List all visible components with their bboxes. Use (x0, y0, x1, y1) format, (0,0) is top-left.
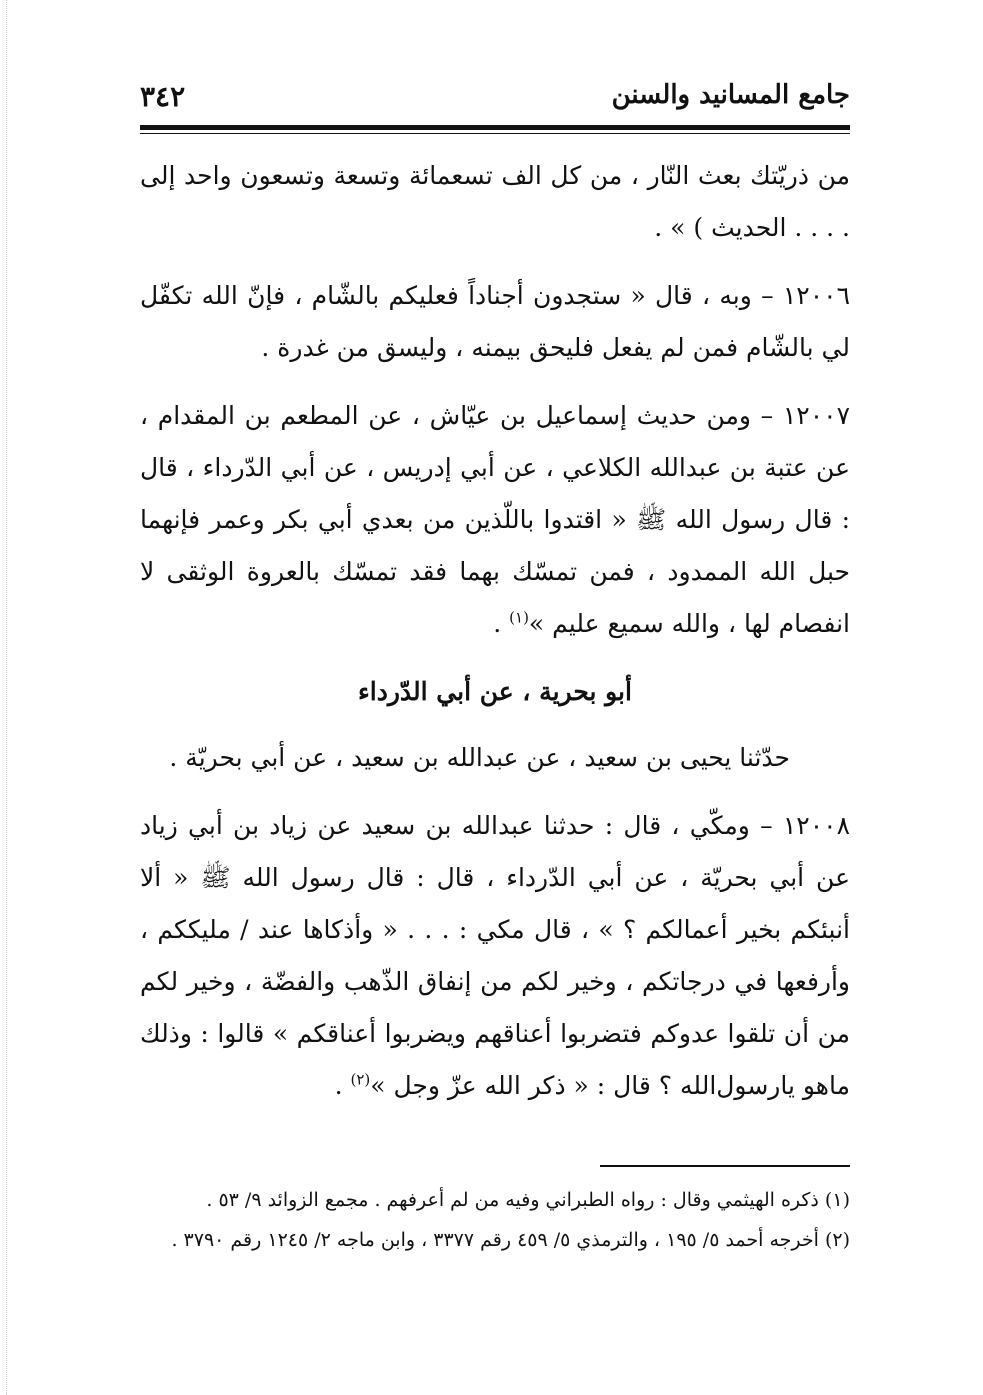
footnotes (140, 1180, 850, 1260)
hadith-12007 (140, 390, 850, 650)
hadith-12006 (140, 270, 850, 374)
header-rule-thin (140, 133, 850, 134)
footnote-ref-1[interactable]: (١) (509, 608, 529, 627)
paragraph-text: ١٢٠٠٦ – وبه ، قال « ستجدون أجناداً فعليكم بالشّام ، فإنّ الله تكفّل لي بالشّام فمن لم يفعل فليحق بيمنه ، وليسق من غدرة . (140, 281, 850, 362)
paragraph-tail: . (334, 1071, 351, 1100)
paragraph-text: ١٢٠٠٨ – ومكّي ، قال : حدثنا عبدالله بن سعيد عن زياد بن أبي زياد عن أبي بحريّة ، عن أبي الدّرداء ، قال : قال رسول الله ﷺ « ألا أنبئكم بخير أعمالكم ؟ » ، قال مكي : . . . « وأذكاها عند / مليككم ، وأرفعها في درجاتكم ، وخير لكم من إنفاق الذّهب والفضّة ، وخير لكم من أن تلقوا عدوكم فتضربوا أعناقهم ويضربوا أعناقكم » قالوا : وذلك ماهو يارسول‌الله ؟ قال : « ذكر الله عزّ وجل » (140, 811, 850, 1100)
footnote-2: (٢) أخرجه أحمد ٥/ ١٩٥ ، والترمذي ٥/ ٤٥٩ رقم ٣٣٧٧ ، وابن ماجه ٢/ ١٢٤٥ رقم ٣٧٩٠ . (171, 1229, 850, 1251)
header-rule-thick (140, 125, 850, 130)
hadith-12008 (140, 800, 850, 1112)
section-heading: أبو بحرية ، عن أبي الدّرداء (358, 677, 632, 706)
paragraph-text: ١٢٠٠٧ – ومن حديث إسماعيل بن عيّاش ، عن المطعم بن المقدام ، عن عتبة بن عبدالله الكلاعي ، عن أبي إدريس ، عن أبي الدّرداء ، قال : قال رسول الله ﷺ « اقتدوا باللّذين من بعدي أبي بكر وعمر فإنهما حبل الله الممدود ، فمن تمسّك بهما فقد تمسّك بالعروة الوثقى لا انفصام لها ، والله سميع عليم » (140, 401, 850, 638)
footnote-1: (١) ذكره الهيثمي وقال : رواه الطبراني وفيه من لم أعرفهم . مجمع الزوائد ٩/ ٥٣ . (206, 1189, 850, 1211)
footnote-ref-2[interactable]: (٢) (350, 1070, 371, 1089)
running-title: جامع المسانيد والسنن (611, 80, 850, 110)
isnad-chain: حدّثنا يحيى بن سعيد ، عن عبدالله بن سعيد ، عن أبي بحريّة . (169, 743, 790, 772)
paragraph-text: من ذريّتك بعث النّار ، من كل الف تسعمائة وتسعة وتسعون واحد إلى . . . . الحديث ) » . (140, 161, 850, 242)
paragraph-continuation (140, 150, 850, 254)
scan-margin-dots (6, 0, 9, 1395)
paragraph-tail: . (493, 609, 510, 638)
footnote-separator (600, 1165, 850, 1167)
page-number: ٣٤٢ (140, 80, 186, 113)
main-text (140, 150, 850, 1128)
running-header (140, 78, 850, 118)
